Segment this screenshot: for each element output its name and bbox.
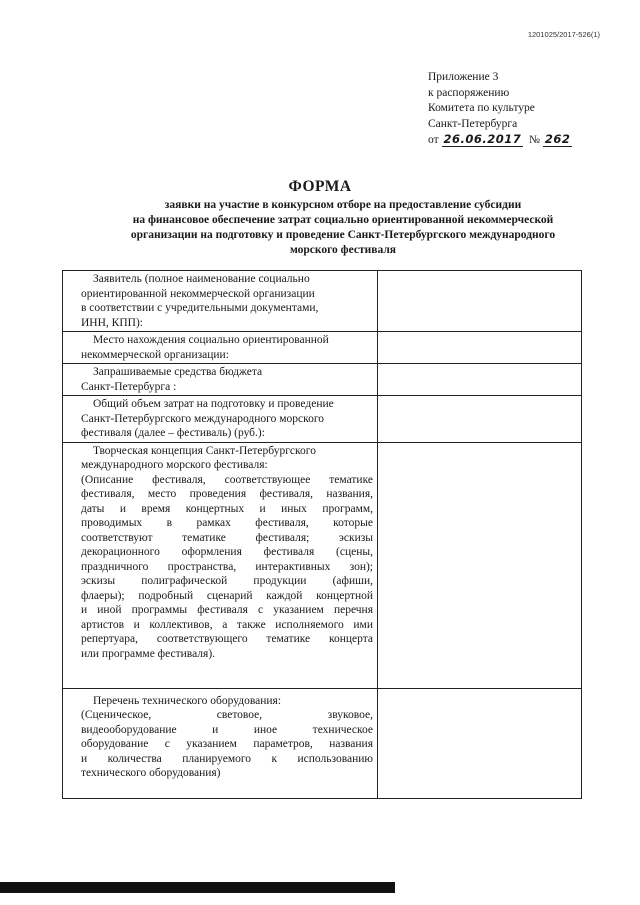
label-line: некоммерческой организации:	[81, 348, 229, 361]
label-equipment	[63, 688, 378, 798]
label-line: даты и время концертных и иных программ,	[81, 502, 373, 515]
label-line: оборудование с указанием параметров, названия	[81, 738, 373, 750]
label-line: международного морского фестиваля:	[81, 459, 268, 471]
appendix-title: Приложение 3	[428, 71, 499, 83]
label-line: ориентированной некоммерческой организации	[81, 287, 315, 300]
label-line: праздничного пространства, интерактивных зон);	[81, 560, 373, 573]
label-line: артистов и коллективов, а также исполняемого ими	[81, 618, 373, 631]
value-creative-concept[interactable]	[378, 442, 582, 688]
label-applicant	[63, 271, 378, 332]
handwritten-number: 262	[544, 132, 571, 146]
row-applicant	[63, 271, 582, 332]
form-subheading	[100, 198, 586, 258]
label-line: Запрашиваемые средства бюджета	[93, 366, 263, 378]
document-id: 1201025/2017-526(1)	[527, 30, 600, 39]
label-line: фестиваля (далее – фестиваль) (руб.):	[81, 427, 265, 439]
label-total-costs	[63, 396, 378, 443]
label-line: и иной программы фестиваля с указанием перечня	[81, 604, 373, 616]
appendix-block	[428, 70, 628, 149]
label-line: (Сценическое, световое, звуковое,	[81, 709, 373, 721]
label-line: ИНН, КПП):	[81, 316, 143, 329]
number-prefix: №	[529, 134, 540, 146]
appendix-order-ref: к распоряжению	[428, 86, 510, 99]
label-line: эскизы полиграфической продукции (афиши,	[81, 575, 373, 587]
label-line: соответствуют тематике фестиваля; эскизы	[81, 531, 373, 544]
value-location[interactable]	[378, 332, 582, 364]
appendix-date-line	[428, 132, 628, 149]
subheading-line-3: организации на подготовку и проведение Санкт-Петербургского международного	[130, 229, 556, 241]
subheading-line-1: заявки на участие в конкурсном отборе на предоставление субсидии	[164, 199, 522, 211]
label-line: флаеры); подробный сценарий каждой концертной	[81, 589, 373, 602]
handwritten-date: 26.06.2017	[443, 132, 522, 146]
value-total-costs[interactable]	[378, 396, 582, 443]
label-line: декорационного оформления фестиваля (сцены,	[81, 546, 373, 558]
label-line: Заявитель (полное наименование социально	[93, 273, 310, 285]
value-applicant[interactable]	[378, 271, 582, 332]
date-prefix: от	[428, 134, 439, 146]
scan-artifact-bar	[0, 882, 395, 893]
appendix-city: Санкт-Петербурга	[428, 117, 518, 130]
label-line: Творческая концепция Санкт-Петербургского	[93, 444, 316, 457]
label-line: технического оборудования)	[81, 767, 221, 779]
appendix-committee: Комитета по культуре	[428, 102, 535, 114]
subheading-line-2: на финансовое обеспечение затрат социально ориентированной некоммерческой	[132, 214, 554, 226]
value-equipment[interactable]	[378, 688, 582, 798]
row-location	[63, 332, 582, 364]
form-heading: ФОРМА	[288, 178, 352, 195]
label-line: Общий объем затрат на подготовку и проведение	[93, 398, 334, 410]
row-creative-concept	[63, 442, 582, 688]
row-requested-funds	[63, 364, 582, 396]
label-line: Санкт-Петербургского международного морского	[81, 412, 325, 425]
row-equipment	[63, 688, 582, 798]
label-location	[63, 332, 378, 364]
subheading-line-4: морского фестиваля	[289, 244, 397, 256]
label-line: (Описание фестиваля, соответствующее тематике	[81, 473, 373, 486]
label-line: Место нахождения социально ориентированной	[93, 334, 329, 346]
label-line: в соответствии с учредительными документами,	[81, 302, 319, 314]
row-total-costs	[63, 396, 582, 443]
label-line: видеооборудование и иное техническое	[81, 723, 373, 736]
label-line: проводимых в рамках фестиваля, которые	[81, 517, 373, 529]
label-creative-concept	[63, 442, 378, 688]
application-form-table	[62, 270, 582, 799]
label-line: Перечень технического оборудования:	[93, 694, 282, 707]
label-line: репертуара, соответствующего тематике концерта	[81, 633, 373, 645]
label-line: фестиваля, место проведения фестиваля, названия,	[81, 488, 373, 500]
value-requested-funds[interactable]	[378, 364, 582, 396]
label-line: и количества планируемого к использованию	[81, 752, 373, 765]
label-line: или программе фестиваля).	[81, 647, 216, 660]
label-requested-funds	[63, 364, 378, 396]
label-line: Санкт-Петербурга :	[81, 380, 177, 393]
